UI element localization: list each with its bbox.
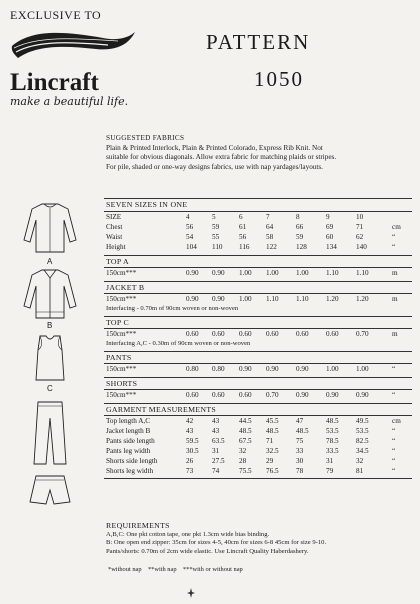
row-value: 110: [212, 243, 223, 251]
row-value: 53.5: [356, 427, 369, 435]
row-value: 5: [212, 213, 216, 221]
section-heading: TOP A: [106, 257, 129, 266]
row-value: 54: [186, 233, 194, 241]
row-value: 75.5: [239, 467, 252, 475]
table-rule: [104, 403, 412, 404]
row-value: 0.90: [356, 391, 369, 399]
row-unit: “: [392, 467, 396, 475]
garment-heading: GARMENT MEASUREMENTS: [106, 405, 217, 414]
figure-label-a: A: [47, 257, 53, 266]
row-value: 81: [356, 467, 364, 475]
interfacing-note: Interfacing A,C - 0.30m of 90cm woven or non-woven: [106, 340, 251, 347]
row-unit: “: [392, 365, 396, 373]
row-value: 71: [356, 223, 364, 231]
row-unit: “: [392, 233, 396, 241]
section-heading: SHORTS: [106, 379, 138, 388]
interfacing-note: Interfacing - 0.70m of 90cm woven or non-woven: [106, 305, 239, 312]
row-value: 64: [266, 223, 274, 231]
row-value: 1.10: [296, 295, 309, 303]
row-value: 47: [296, 417, 304, 425]
figure-pants: [20, 398, 80, 468]
row-value: 43: [212, 417, 220, 425]
requirements-heading: REQUIREMENTS: [106, 521, 170, 530]
row-value: 104: [186, 243, 197, 251]
row-value: 1.20: [356, 295, 369, 303]
row-value: 29: [266, 457, 274, 465]
row-value: 78: [296, 467, 304, 475]
row-value: 0.90: [296, 365, 309, 373]
row-label: Waist: [106, 233, 123, 241]
row-value: 122: [266, 243, 277, 251]
row-value: 32: [356, 457, 364, 465]
row-value: 1.00: [239, 295, 252, 303]
row-value: 59: [296, 233, 304, 241]
row-value: 58: [266, 233, 274, 241]
figure-b-jacket: [20, 266, 80, 324]
row-label: Pants leg width: [106, 447, 151, 455]
figure-shorts: [20, 470, 80, 510]
brand-swoosh-logo: [8, 24, 138, 75]
row-label: 150cm***: [106, 295, 137, 303]
row-value: 71: [266, 437, 274, 445]
table-rule: [104, 363, 412, 364]
row-value: 0.60: [186, 330, 199, 338]
row-value: 8: [296, 213, 300, 221]
row-value: 59.5: [186, 437, 199, 445]
row-value: 0.70: [266, 391, 279, 399]
row-value: 9: [326, 213, 330, 221]
row-value: 30.5: [186, 447, 199, 455]
row-value: 48.5: [266, 427, 279, 435]
sizes-table: [104, 196, 412, 516]
row-value: 44.5: [239, 417, 252, 425]
row-value: 134: [326, 243, 337, 251]
section-heading: JACKET B: [106, 283, 145, 292]
row-value: 75: [296, 437, 304, 445]
fabrics-line: Plain & Printed Interlock, Plain & Printed Colorado, Express Rib Knit. Not: [106, 144, 323, 153]
row-value: 48.5: [239, 427, 252, 435]
table-rule: [104, 255, 412, 256]
row-value: 0.90: [212, 269, 225, 277]
table-rule: [104, 415, 412, 416]
row-unit: “: [392, 437, 396, 445]
row-value: 0.60: [212, 391, 225, 399]
row-value: 42: [186, 417, 194, 425]
row-value: 28: [239, 457, 247, 465]
row-value: 1.00: [266, 269, 279, 277]
row-value: 0.90: [239, 365, 252, 373]
row-value: 0.60: [266, 330, 279, 338]
row-label: Chest: [106, 223, 123, 231]
figure-a-top: [20, 200, 80, 258]
row-value: 0.90: [296, 391, 309, 399]
row-label: Height: [106, 243, 126, 251]
fabrics-line: suitable for obvious diagonals. Allow extra fabric for matching plaids or stripes.: [106, 153, 337, 162]
row-value: 78.5: [326, 437, 339, 445]
row-value: 0.90: [186, 269, 199, 277]
row-value: 0.60: [186, 391, 199, 399]
row-value: 10: [356, 213, 364, 221]
table-title: SEVEN SIZES IN ONE: [106, 200, 188, 209]
requirements-line: Pants/shorts: 0.70m of 2cm wide elastic. Use Lincraft Quality Haberdashery.: [106, 547, 309, 555]
row-unit: “: [392, 427, 396, 435]
row-value: 0.90: [186, 295, 199, 303]
row-value: 0.70: [356, 330, 369, 338]
row-value: 27.5: [212, 457, 225, 465]
row-value: 4: [186, 213, 190, 221]
row-value: 76.5: [266, 467, 279, 475]
requirements-line: A,B,C: One pkt cotton tape, one pkt 1.3cm wide bias binding.: [106, 531, 270, 539]
row-value: 0.60: [239, 330, 252, 338]
row-value: 33: [296, 447, 304, 455]
row-value: 1.00: [356, 365, 369, 373]
row-value: 30: [296, 457, 304, 465]
row-value: 56: [239, 233, 247, 241]
pattern-title: PATTERN: [206, 30, 311, 54]
row-value: 62: [356, 233, 364, 241]
row-value: 53.5: [326, 427, 339, 435]
row-unit: cm: [392, 417, 401, 425]
fabrics-heading: SUGGESTED FABRICS: [106, 134, 185, 142]
row-value: 0.90: [326, 391, 339, 399]
row-value: 56: [186, 223, 194, 231]
table-rule: [104, 198, 412, 199]
legend-with-or-without-nap: ***with or without nap: [182, 566, 243, 573]
row-value: 59: [212, 223, 220, 231]
table-rule: [104, 293, 412, 294]
row-label: SIZE: [106, 213, 122, 221]
row-value: 82.5: [356, 437, 369, 445]
nap-legend: [108, 566, 243, 573]
row-label: 150cm***: [106, 330, 137, 338]
row-value: 67.5: [239, 437, 252, 445]
row-unit: “: [392, 243, 396, 251]
row-value: 32.5: [266, 447, 279, 455]
legend-without-nap: *without nap: [108, 566, 142, 573]
row-value: 128: [296, 243, 307, 251]
row-value: 66: [296, 223, 304, 231]
section-heading: PANTS: [106, 353, 132, 362]
row-label: 150cm***: [106, 365, 137, 373]
row-unit: m: [392, 295, 398, 303]
requirements-line: B: One open end zipper: 35cm for sizes 4-5, 40cm for sizes 6-8 45cm for size 9-10.: [106, 539, 327, 547]
row-value: 6: [239, 213, 243, 221]
row-value: 1.20: [326, 295, 339, 303]
section-heading: TOP C: [106, 318, 129, 327]
legend-with-nap: **with nap: [147, 566, 177, 573]
row-value: 7: [266, 213, 270, 221]
row-value: 34.5: [356, 447, 369, 455]
brand-tagline: make a beautiful life.: [10, 95, 129, 108]
exclusive-label: EXCLUSIVE TO: [10, 8, 102, 22]
figure-label-b: B: [47, 321, 53, 330]
row-value: 1.10: [356, 269, 369, 277]
fabrics-line: For pile, shaded or one-way designs fabrics, use with nap yardages/layouts.: [106, 162, 323, 171]
row-unit: “: [392, 391, 396, 399]
table-rule: [104, 478, 412, 479]
row-value: 55: [212, 233, 220, 241]
row-value: 74: [212, 467, 220, 475]
row-value: 0.60: [212, 330, 225, 338]
row-value: 73: [186, 467, 194, 475]
table-rule: [104, 328, 412, 329]
row-value: 0.80: [212, 365, 225, 373]
table-rule: [104, 267, 412, 268]
row-value: 1.10: [326, 269, 339, 277]
row-value: 0.90: [266, 365, 279, 373]
figure-c-vest: [20, 332, 80, 384]
row-label: Jacket length B: [106, 427, 151, 435]
pattern-number: 1050: [254, 67, 304, 91]
row-unit: “: [392, 447, 396, 455]
row-value: 45.5: [266, 417, 279, 425]
row-value: 0.60: [326, 330, 339, 338]
row-unit: m: [392, 330, 398, 338]
table-rule: [104, 351, 412, 352]
table-rule: [104, 389, 412, 390]
brand-name: Lincraft: [10, 69, 99, 96]
row-value: 26: [186, 457, 194, 465]
row-value: 79: [326, 467, 334, 475]
row-label: Top length A,C: [106, 417, 151, 425]
row-label: Shorts side length: [106, 457, 158, 465]
row-value: 1.10: [266, 295, 279, 303]
row-value: 48.5: [326, 417, 339, 425]
row-value: 0.90: [212, 295, 225, 303]
row-value: 0.80: [186, 365, 199, 373]
row-value: 116: [239, 243, 250, 251]
row-value: 1.00: [296, 269, 309, 277]
row-value: 32: [239, 447, 247, 455]
row-value: 0.60: [239, 391, 252, 399]
ink-mark: [186, 586, 196, 604]
row-label: 150cm***: [106, 391, 137, 399]
row-value: 31: [326, 457, 334, 465]
row-value: 43: [212, 427, 220, 435]
requirements: [106, 522, 406, 556]
row-value: 49.5: [356, 417, 369, 425]
row-value: 0.60: [296, 330, 309, 338]
row-value: 31: [212, 447, 220, 455]
row-value: 61: [239, 223, 247, 231]
row-unit: m: [392, 269, 398, 277]
row-value: 33.5: [326, 447, 339, 455]
row-value: 1.00: [239, 269, 252, 277]
row-unit: “: [392, 457, 396, 465]
row-value: 43: [186, 427, 194, 435]
row-unit: cm: [392, 223, 401, 231]
table-rule: [104, 211, 412, 212]
figure-label-c: C: [47, 384, 53, 393]
table-rule: [104, 316, 412, 317]
row-label: Shorts leg width: [106, 467, 154, 475]
row-value: 1.00: [326, 365, 339, 373]
suggested-fabrics: [106, 134, 406, 172]
row-label: Pants side length: [106, 437, 155, 445]
row-value: 140: [356, 243, 367, 251]
table-rule: [104, 377, 412, 378]
row-label: 150cm***: [106, 269, 137, 277]
table-rule: [104, 281, 412, 282]
row-value: 60: [326, 233, 334, 241]
row-value: 63.5: [212, 437, 225, 445]
row-value: 48.5: [296, 427, 309, 435]
row-value: 69: [326, 223, 334, 231]
